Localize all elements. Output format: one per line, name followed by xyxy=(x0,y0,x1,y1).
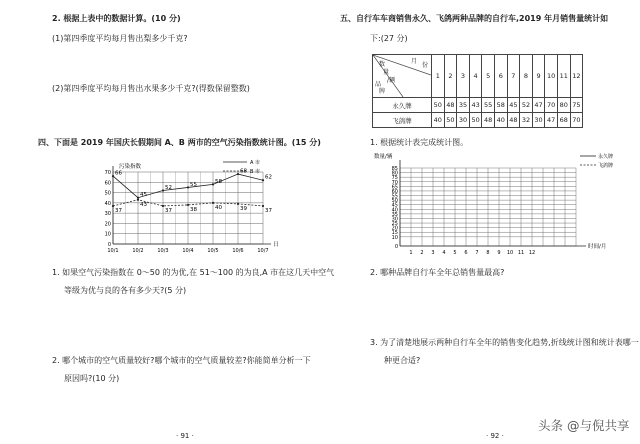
value-cell: 40 xyxy=(494,113,507,128)
q5-heading: 五、自行车车商销售永久、飞鸽两种品牌的自行车,2019 年月销售量统计如 xyxy=(340,14,609,23)
q2-part1: (1)第四季度平均每月售出梨多少千克? xyxy=(52,34,188,43)
value-cell: 55 xyxy=(482,98,495,113)
y-tick-label: 25 xyxy=(391,221,398,228)
watermark: 头条 @与倪共享 xyxy=(538,418,630,433)
x-axis-label: 时间/月 xyxy=(588,244,607,250)
data-label: 62 xyxy=(265,174,272,181)
value-cell: 40 xyxy=(432,113,445,128)
q5-part2: 2. 哪种品牌自行车全年总销售量最高? xyxy=(370,268,505,277)
value-cell: 48 xyxy=(507,113,520,128)
value-cell: 58 xyxy=(494,98,507,113)
q5-heading-cont: 下:(27 分) xyxy=(370,34,408,43)
page-number-left: · 91 · xyxy=(176,432,194,440)
air-pollution-chart xyxy=(95,158,295,258)
y-tick-label: 70 xyxy=(104,170,111,176)
value-cell: 48 xyxy=(482,113,495,128)
y-tick-label: 35 xyxy=(391,211,398,218)
y-tick-label: 30 xyxy=(104,211,111,218)
month-cell: 1 xyxy=(432,55,445,98)
y-tick-label: 15 xyxy=(391,230,398,237)
x-tick-label: 2 xyxy=(420,250,424,256)
hdr-unit: /辆 xyxy=(387,77,396,84)
data-point xyxy=(237,173,239,175)
brand-cell: 永久牌 xyxy=(373,98,432,113)
value-cell: 30 xyxy=(457,113,470,128)
value-cell: 45 xyxy=(507,98,520,113)
x-tick-label: 10/2 xyxy=(132,248,144,254)
data-point xyxy=(137,199,139,201)
y-tick-label: 0 xyxy=(107,242,111,248)
value-cell: 50 xyxy=(432,98,445,113)
data-point xyxy=(162,189,164,191)
data-label: 39 xyxy=(240,205,247,212)
value-cell: 70 xyxy=(545,98,558,113)
x-tick-label: 3 xyxy=(431,250,435,256)
y-axis-label: 数量/辆 xyxy=(374,154,393,160)
value-cell: 70 xyxy=(570,113,583,128)
data-label: 40 xyxy=(215,204,222,211)
value-cell: 75 xyxy=(570,98,583,113)
q5-part3-line1: 3. 为了清楚地展示两种自行车全年的销售变化趋势,折线统计图和统计表哪一 xyxy=(370,338,639,347)
data-label: 68 xyxy=(240,168,247,175)
legend-label: A 市 xyxy=(250,160,261,166)
value-cell: 43 xyxy=(469,98,482,113)
x-tick-label: 5 xyxy=(453,250,457,256)
x-tick-label: 1 xyxy=(409,250,413,256)
table-row xyxy=(373,113,583,128)
page-number-right: · 92 · xyxy=(486,432,504,440)
value-cell: 80 xyxy=(557,98,570,113)
q4-part1-line1: 1. 如果空气污染指数在 0～50 的为优,在 51～100 的为良,A 市在这几天中空气 xyxy=(52,268,335,277)
hdr-pai: 牌 xyxy=(379,88,386,95)
hdr-shu: 数 xyxy=(379,61,386,68)
q2-part2: (2)第四季度平均每月售出水果多少千克?(得数保留整数) xyxy=(52,84,250,93)
legend-label: B 市 xyxy=(250,169,261,175)
x-tick-label: 4 xyxy=(442,250,446,256)
x-tick-label: 10/3 xyxy=(157,248,169,254)
x-tick-label: 6 xyxy=(464,250,468,256)
x-tick-label: 8 xyxy=(486,250,490,256)
data-point xyxy=(112,175,114,177)
month-cell: 7 xyxy=(507,55,520,98)
data-point xyxy=(137,197,139,199)
x-tick-label: 10/7 xyxy=(257,248,269,254)
data-point xyxy=(237,203,239,205)
data-point xyxy=(212,202,214,204)
hdr-month: 月 xyxy=(411,58,418,65)
y-tick-label: 40 xyxy=(391,207,398,214)
y-tick-label: 0 xyxy=(394,244,398,250)
y-tick-label: 20 xyxy=(104,221,111,228)
month-cell: 8 xyxy=(520,55,533,98)
data-label: 38 xyxy=(190,206,197,213)
data-point xyxy=(187,186,189,188)
brand-cell: 飞鸽牌 xyxy=(373,113,432,128)
hdr-liang: 量 xyxy=(383,69,390,76)
data-point xyxy=(187,204,189,206)
y-tick-label: 70 xyxy=(391,179,398,186)
x-tick-label: 10/5 xyxy=(207,248,219,254)
data-label: 37 xyxy=(265,207,272,214)
value-cell: 52 xyxy=(520,98,533,113)
x-tick-label: 11 xyxy=(517,250,525,256)
value-cell: 50 xyxy=(444,113,457,128)
data-point xyxy=(162,205,164,207)
y-tick-label: 75 xyxy=(391,175,398,182)
data-label: 37 xyxy=(165,207,172,214)
q4-part2-line2: 原因吗?(10 分) xyxy=(64,374,120,383)
y-tick-label: 60 xyxy=(104,180,111,187)
y-tick-label: 40 xyxy=(104,200,111,207)
x-tick-label: 12 xyxy=(528,250,536,256)
y-tick-label: 10 xyxy=(104,231,111,238)
data-label: 52 xyxy=(165,185,172,192)
x-axis-label: 日 xyxy=(273,242,279,248)
value-cell: 30 xyxy=(532,113,545,128)
x-tick-label: 7 xyxy=(475,250,479,256)
y-tick-label: 30 xyxy=(391,216,398,223)
table-header-row xyxy=(373,55,583,98)
data-point xyxy=(112,205,114,207)
data-point xyxy=(262,179,264,181)
legend-label: 飞鸽牌 xyxy=(598,163,614,169)
x-tick-label: 10/6 xyxy=(232,248,244,254)
bicycle-sales-grid xyxy=(372,150,622,260)
legend-label: 永久牌 xyxy=(598,154,614,160)
value-cell: 50 xyxy=(469,113,482,128)
y-tick-label: 50 xyxy=(104,190,111,197)
y-tick-label: 60 xyxy=(391,188,398,195)
x-tick-label: 10 xyxy=(506,250,514,256)
q4-part1-line2: 等级为优与良的各有多少天?(5 分) xyxy=(64,286,187,295)
month-cell: 4 xyxy=(469,55,482,98)
month-cell: 10 xyxy=(545,55,558,98)
hdr-pin: 品 xyxy=(375,81,382,88)
month-cell: 9 xyxy=(532,55,545,98)
month-cell: 6 xyxy=(494,55,507,98)
month-cell: 12 xyxy=(570,55,583,98)
x-tick-label: 9 xyxy=(497,250,501,256)
hdr-fen: 份 xyxy=(422,62,429,69)
q5-part1: 1. 根据统计表完成统计图。 xyxy=(370,138,469,147)
value-cell: 47 xyxy=(545,113,558,128)
y-tick-label: 10 xyxy=(391,234,398,241)
month-cell: 2 xyxy=(444,55,457,98)
table-row xyxy=(373,98,583,113)
sales-table xyxy=(372,54,583,128)
value-cell: 48 xyxy=(444,98,457,113)
table-corner-header xyxy=(373,55,432,98)
y-tick-label: 80 xyxy=(391,170,398,177)
month-cell: 5 xyxy=(482,55,495,98)
q2-title: 2. 根据上表中的数据计算。(10 分) xyxy=(52,14,181,23)
data-label: 66 xyxy=(115,170,122,177)
month-cell: 3 xyxy=(457,55,470,98)
y-tick-label: 85 xyxy=(391,166,398,172)
y-tick-label: 20 xyxy=(391,225,398,232)
y-tick-label: 50 xyxy=(391,198,398,205)
x-tick-label: 10/1 xyxy=(107,248,119,254)
y-axis-label: 污染指数 xyxy=(119,164,142,170)
q4-part2-line1: 2. 哪个城市的空气质量较好?哪个城市的空气质量较差?你能简单分析一下 xyxy=(52,356,311,365)
value-cell: 35 xyxy=(457,98,470,113)
value-cell: 32 xyxy=(520,113,533,128)
month-cell: 11 xyxy=(557,55,570,98)
value-cell: 68 xyxy=(557,113,570,128)
y-tick-label: 45 xyxy=(391,202,398,209)
y-tick-label: 55 xyxy=(391,193,398,200)
data-label: 45 xyxy=(140,192,147,199)
x-tick-label: 10/4 xyxy=(182,248,194,254)
data-label: 37 xyxy=(115,207,122,214)
q4-heading: 四、下面是 2019 年国庆长假期间 A、B 两市的空气污染指数统计图。(15 分) xyxy=(38,138,321,147)
data-point xyxy=(212,183,214,185)
y-tick-label: 65 xyxy=(391,184,398,191)
q5-part3-line2: 种更合适? xyxy=(384,356,421,365)
value-cell: 47 xyxy=(532,98,545,113)
data-label: 58 xyxy=(215,178,222,185)
data-point xyxy=(262,205,264,207)
data-label: 55 xyxy=(190,181,197,188)
data-label: 43 xyxy=(140,201,147,208)
